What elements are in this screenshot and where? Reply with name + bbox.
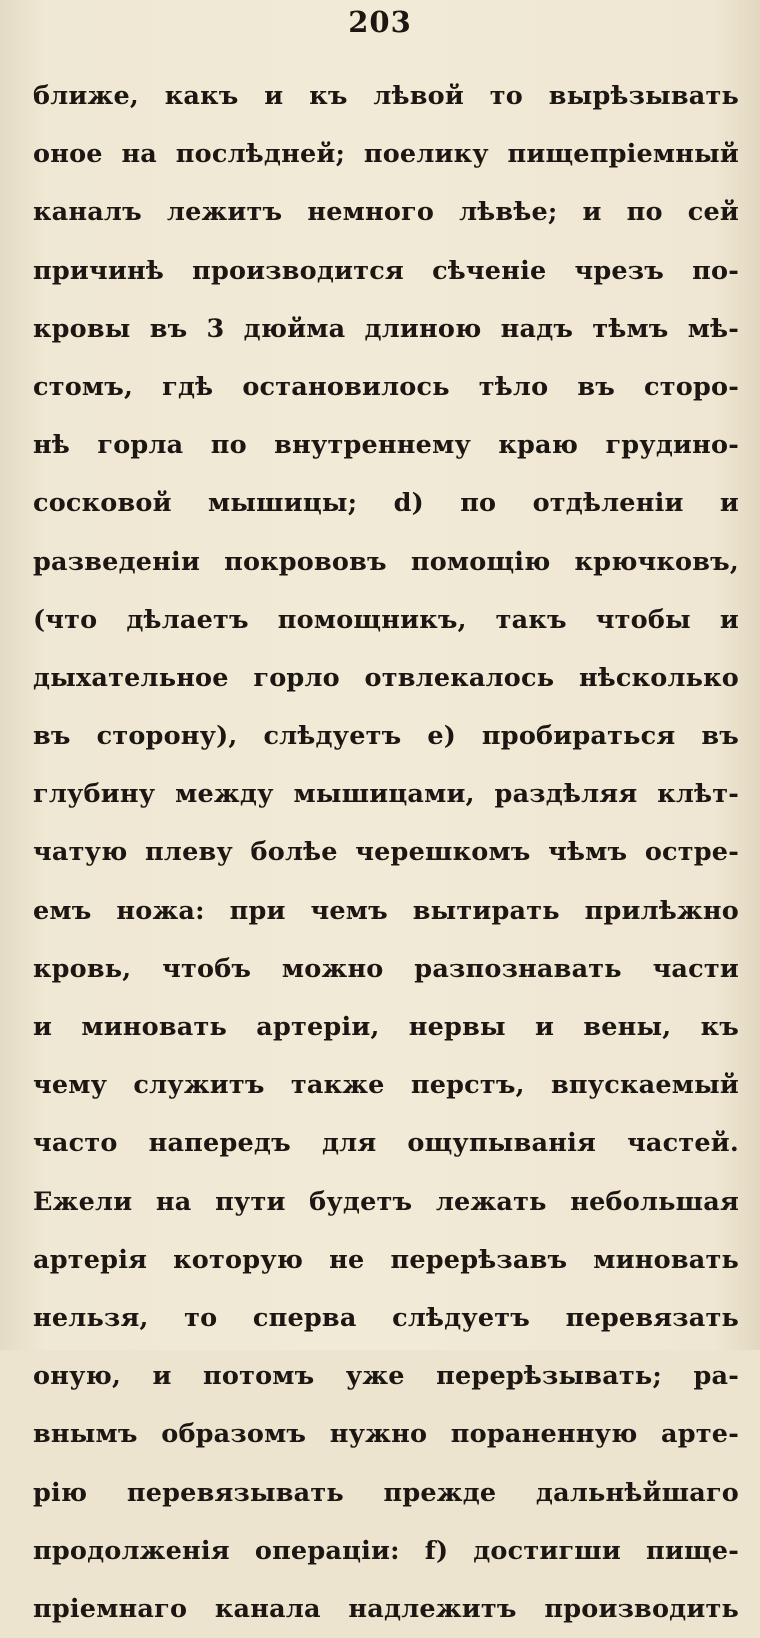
text-line: пріемнаго канала надлежитъ производить xyxy=(33,1593,739,1624)
text-line: (что дѣлаетъ помощникъ, такъ чтобы и xyxy=(33,604,739,635)
text-line: рію перевязывать прежде дальнѣйшаго xyxy=(33,1477,739,1508)
text-line: артерія которую не перерѣзавъ миновать xyxy=(33,1244,739,1275)
text-line: нельзя, то сперва слѣдуетъ перевязать xyxy=(33,1302,739,1333)
text-line: глубину между мышицами, раздѣляя клѣт- xyxy=(33,779,739,810)
text-line: внымъ образомъ нужно пораненную арте- xyxy=(33,1419,739,1450)
text-line: дыхательное горло отвлекалось нѣсколько xyxy=(33,662,739,693)
text-line: оную, и потомъ уже перерѣзывать; ра- xyxy=(33,1361,739,1392)
text-line: продолженія операціи: f) достигши пище- xyxy=(33,1535,739,1566)
text-line: въ сторону), слѣдуетъ e) пробираться въ xyxy=(33,721,739,752)
text-line: и миновать артеріи, нервы и вены, къ xyxy=(33,1012,739,1042)
text-line: чатую плеву болѣе черешкомъ чѣмъ остре- xyxy=(33,837,739,868)
text-line: стомъ, гдѣ остановилось тѣло въ сторо- xyxy=(33,371,739,402)
body-text xyxy=(33,67,739,1638)
text-line: каналъ лежитъ немного лѣвѣе; и по сей xyxy=(33,197,739,228)
text-line: нѣ горла по внутреннему краю грудино- xyxy=(33,430,739,461)
text-line: кровы въ 3 дюйма длиною надъ тѣмъ мѣ- xyxy=(33,313,739,344)
text-line: оное на послѣдней; поелику пищепріемный xyxy=(33,139,739,170)
page-number: 203 xyxy=(348,5,412,39)
text-line: сосковой мышицы; d) по отдѣленіи и xyxy=(33,488,739,519)
text-line: емъ ножа: при чемъ вытирать прилѣжно xyxy=(33,895,739,926)
text-line: ближе, какъ и къ лѣвой то вырѣзывать xyxy=(33,81,739,111)
text-line: Ежели на пути будетъ лежать небольшая xyxy=(33,1186,739,1217)
text-line: чему служитъ также перстъ, впускаемый xyxy=(33,1070,739,1101)
text-line: часто напередъ для ощупыванія частей. xyxy=(33,1128,739,1159)
text-line: разведеніи покрововъ помощію крючковъ, xyxy=(33,546,739,577)
text-line: причинѣ производится сѣченіе чрезъ по- xyxy=(33,255,739,286)
text-line: кровь, чтобъ можно разпознавать части xyxy=(33,953,739,984)
